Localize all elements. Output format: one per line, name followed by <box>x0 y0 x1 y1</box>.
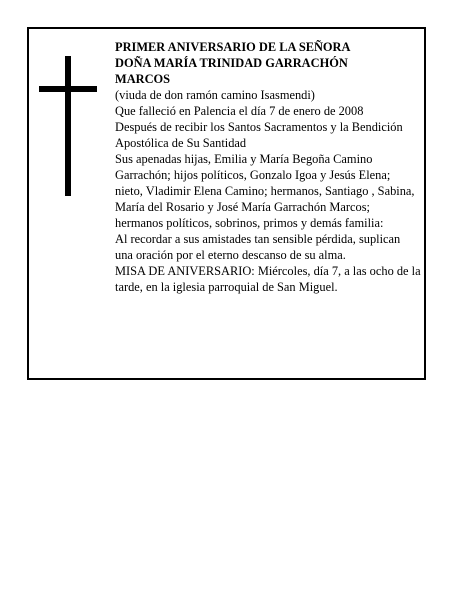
notice-heading-line-3: MARCOS <box>115 72 171 86</box>
anniversary-mass-info: MISA DE ANIVERSARIO: Miércoles, día 7, a las ocho de la tarde, en la iglesia parroquial de San Miguel. <box>115 264 421 294</box>
notice-heading-line-2: DOÑA MARÍA TRINIDAD GARRACHÓN <box>115 56 348 70</box>
cross-horizontal-bar <box>39 86 97 92</box>
sacraments-line: Después de recibir los Santos Sacramentos y la Bendición Apostólica de Su Santidad <box>115 120 403 150</box>
widow-note: (viuda de don ramón camino Isasmendi) <box>115 88 315 102</box>
mourners-paragraph: Sus apenadas hijas, Emilia y María Begoña Camino Garrachón; hijos políticos, Gonzalo Igoa y Jesús Elena; nieto, Vladimir Elena Camino; hermanos, Santiago , Sabina, María del Rosario y José María Garrachón Marcos; hermanos políticos, sobrinos, primos y demás familia: <box>115 152 415 230</box>
prayer-request: Al recordar a sus amistades tan sensible pérdida, suplican una oración por el eterno descanso de su alma. <box>115 232 401 262</box>
latin-cross-icon <box>39 56 97 196</box>
cross-vertical-bar <box>65 56 71 196</box>
notice-heading-line-1: PRIMER ANIVERSARIO DE LA SEÑORA <box>115 40 351 54</box>
obituary-text <box>115 39 421 295</box>
death-date-line: Que falleció en Palencia el día 7 de enero de 2008 <box>115 104 364 118</box>
